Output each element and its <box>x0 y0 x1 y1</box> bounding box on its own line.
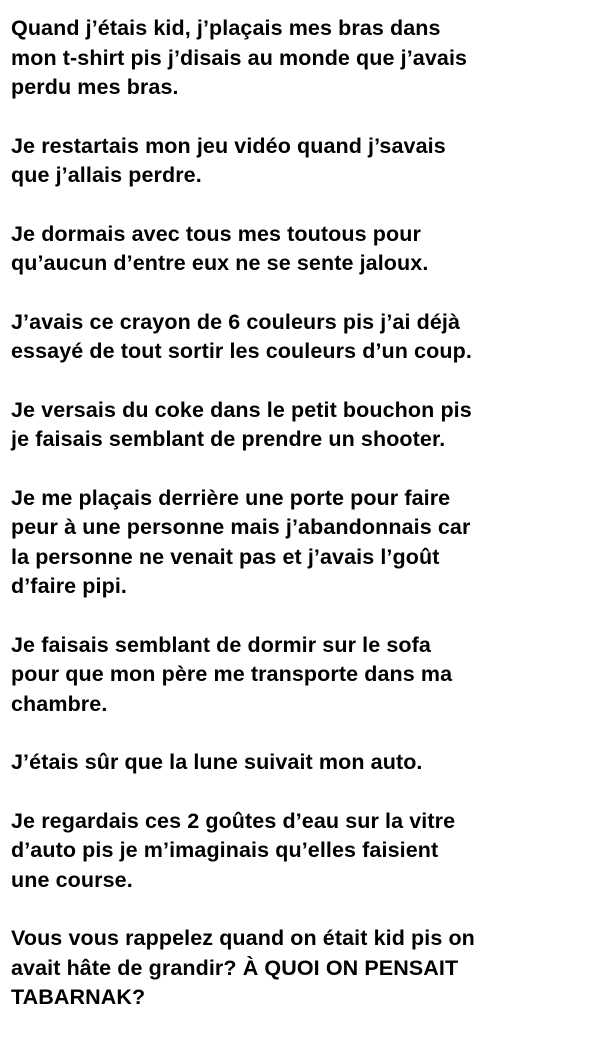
text-line: TABARNAK? <box>11 985 146 1009</box>
text-line: Je restartais mon jeu vidéo quand j’savais <box>11 133 446 158</box>
paragraph <box>11 132 597 191</box>
text-line: peur à une personne mais j’abandonnais car <box>11 515 471 539</box>
text-line: Je versais du coke dans le petit bouchon pis <box>11 397 472 422</box>
text-line: J’étais sûr que la lune suivait mon auto. <box>11 750 423 774</box>
text-line: d’auto pis je m’imaginais qu’elles faisient <box>11 838 439 862</box>
text-line: Vous vous rappelez quand on était kid pis on <box>11 926 475 950</box>
text-line: avait hâte de grandir? À QUOI ON PENSAIT <box>11 955 459 980</box>
text-line: que j’allais perdre. <box>11 163 202 187</box>
text-line: pour que mon père me transporte dans ma <box>11 662 453 686</box>
paragraph <box>11 396 597 455</box>
text-line: perdu mes bras. <box>11 75 179 99</box>
paragraph <box>11 807 597 896</box>
paragraph <box>11 924 597 1013</box>
text-line: Je regardais ces 2 goûtes d’eau sur la vitre <box>11 808 456 833</box>
paragraph <box>11 220 597 279</box>
text-line: chambre. <box>11 691 108 716</box>
text-line: J’avais ce crayon de 6 couleurs pis j’ai déjà <box>11 309 461 334</box>
paragraph <box>11 308 597 367</box>
text-line: une course. <box>11 867 133 892</box>
text-line: d’faire pipi. <box>11 574 127 598</box>
document-text <box>11 14 597 1042</box>
text-line: Je me plaçais derrière une porte pour faire <box>11 485 451 510</box>
text-line: Je dormais avec tous mes toutous pour <box>11 221 421 246</box>
text-line: mon t-shirt pis j’disais au monde que j’avais <box>11 45 468 70</box>
paragraph <box>11 484 597 602</box>
text-line: je faisais semblant de prendre un shooter. <box>11 427 446 451</box>
paragraph <box>11 14 597 103</box>
text-line: Quand j’étais kid, j’plaçais mes bras dans <box>11 16 441 40</box>
text-line: essayé de tout sortir les couleurs d’un coup. <box>11 339 472 363</box>
paragraph <box>11 748 597 778</box>
text-line: la personne ne venait pas et j’avais l’goût <box>11 544 440 569</box>
paragraph <box>11 631 597 720</box>
text-line: qu’aucun d’entre eux ne se sente jaloux. <box>11 251 429 275</box>
text-line: Je faisais semblant de dormir sur le sofa <box>11 632 431 657</box>
